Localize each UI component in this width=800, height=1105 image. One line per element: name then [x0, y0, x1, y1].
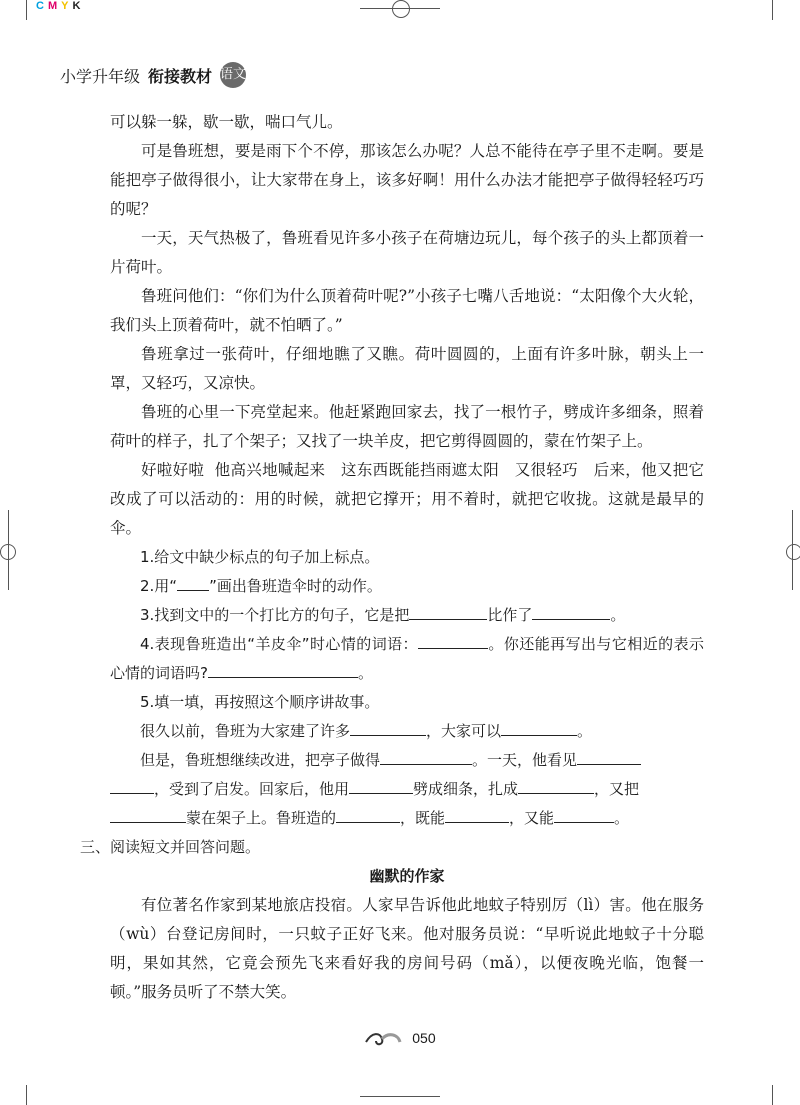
question-text: 1.给文中缺少标点的句子加上标点。 [140, 548, 380, 566]
crop-mark-bottom-right [772, 1085, 773, 1105]
question-4 [110, 630, 704, 688]
answer-blank[interactable] [349, 775, 413, 794]
article-paragraph: 有位著名作家到某地旅店投宿。人家早告诉他此地蚊子特别厉（lì）害。他在服务（wù）台登记房间时，一只蚊子正好飞来。他对服务员说：“早听说此地蚊子十分聪明，果如其然，它竟会预先飞来看好我的房间号码（mǎ），以便夜晚光临，饱餐一顿。”服务员听了不禁大笑。 [110, 896, 704, 1001]
answer-blank[interactable] [110, 775, 154, 794]
running-header [60, 62, 246, 88]
fill-text: 。 [614, 809, 630, 827]
question-text: 比作了 [487, 606, 533, 624]
question-text: 。 [357, 664, 373, 682]
question-text: 。你还能再写出与它相近的表示心情的词语吗? [110, 635, 704, 682]
cmyk-c: C [36, 0, 46, 12]
answer-blank[interactable] [409, 601, 487, 620]
page-number: 050 [412, 1030, 436, 1046]
page-content [80, 108, 704, 1007]
cmyk-m: M [47, 0, 60, 12]
fill-text: ，受到了启发。回家后，他用 [154, 780, 350, 798]
answer-blank[interactable] [501, 717, 577, 736]
story-paragraph: 鲁班问他们：“你们为什么顶着荷叶呢?”小孩子七嘴八舌地说：“太阳像个大火轮，我们头上顶着荷叶，就不怕晒了。” [110, 287, 704, 334]
answer-blank[interactable] [110, 804, 186, 823]
fill-in-line-4 [110, 804, 704, 833]
question-5 [110, 688, 704, 717]
question-text: 3.找到文中的一个打比方的句子，它是把 [140, 606, 410, 624]
question-text: ”画出鲁班造伞时的动作。 [209, 577, 382, 595]
question-text: 2.用“ [140, 577, 178, 595]
fill-text: 。一天，他看见 [472, 751, 578, 769]
cmyk-color-bar [36, 0, 84, 12]
fill-text: ，大家可以 [426, 722, 502, 740]
swirl-ornament-icon [364, 1030, 404, 1048]
fill-text: ，既能 [400, 809, 446, 827]
page-footer [0, 1030, 800, 1048]
fill-in-line-1 [110, 717, 704, 746]
question-3 [110, 601, 704, 630]
answer-blank[interactable] [177, 572, 209, 591]
question-text: 。 [610, 606, 626, 624]
registration-mark-left [0, 544, 16, 560]
answer-blank[interactable] [532, 601, 610, 620]
crop-mark-top-left [26, 0, 27, 20]
crop-mark-top-right [772, 0, 773, 20]
story-paragraph: 鲁班的心里一下亮堂起来。他赶紧跑回家去，找了一根竹子，劈成许多细条，照着荷叶的样子，扎了个架子；又找了一块羊皮，把它剪得圆圆的，蒙在竹架子上。 [110, 403, 704, 450]
question-text: 4.表现鲁班造出“羊皮伞”时心情的词语： [140, 635, 418, 653]
question-1 [110, 543, 704, 572]
story-paragraph: 鲁班拿过一张荷叶，仔细地瞧了又瞧。荷叶圆圆的，上面有许多叶脉，朝头上一罩，又轻巧，又凉快。 [110, 345, 704, 392]
cmyk-y: Y [61, 0, 71, 12]
cmyk-k: K [72, 0, 83, 12]
answer-blank[interactable] [350, 717, 426, 736]
story-paragraph: 可以躲一躲，歇一歇，喘口气儿。 [110, 113, 343, 131]
fill-in-line-3 [110, 775, 704, 804]
fill-text: 蒙在架子上。鲁班造的 [186, 809, 337, 827]
article-title: 幽默的作家 [369, 867, 445, 885]
crop-mark-bottom-left [26, 1085, 27, 1105]
fill-text: ，又把 [594, 780, 640, 798]
header-series: 小学升年级 [60, 66, 141, 86]
subject-badge: 语文 [220, 62, 246, 88]
header-book: 衔接教材 [148, 66, 213, 86]
answer-blank[interactable] [418, 630, 488, 649]
answer-blank[interactable] [380, 746, 472, 765]
question-text: 5.填一填，再按照这个顺序讲故事。 [140, 693, 380, 711]
fill-text: 。 [577, 722, 593, 740]
fill-in-line-2 [110, 746, 704, 775]
fill-text: 很久以前，鲁班为大家建了许多 [140, 722, 351, 740]
answer-blank[interactable] [577, 746, 641, 765]
fill-text: ，又能 [509, 809, 555, 827]
registration-mark-top [392, 0, 410, 18]
answer-blank[interactable] [445, 804, 509, 823]
answer-blank[interactable] [518, 775, 594, 794]
question-2 [110, 572, 704, 601]
story-paragraph: 一天，天气热极了，鲁班看见许多小孩子在荷塘边玩儿，每个孩子的头上都顶着一片荷叶。 [110, 229, 704, 276]
answer-blank[interactable] [208, 659, 358, 678]
crop-mark-bottom-center [360, 1096, 440, 1097]
registration-mark-right [786, 544, 800, 560]
answer-blank[interactable] [336, 804, 400, 823]
section-heading: 三、阅读短文并回答问题。 [80, 838, 261, 856]
fill-text: 但是，鲁班想继续改进，把亭子做得 [140, 751, 381, 769]
story-paragraph-unpunctuated: 好啦好啦 他高兴地喊起来 这东西既能挡雨遮太阳 又很轻巧 后来，他又把它改成了可以活动的：用的时候，就把它撑开；用不着时，就把它收拢。这就是最早的伞。 [110, 461, 704, 537]
fill-text: 劈成细条，扎成 [413, 780, 519, 798]
story-paragraph: 可是鲁班想，要是雨下个不停，那该怎么办呢？人总不能待在亭子里不走啊。要是能把亭子做得很小，让大家带在身上，该多好啊！用什么办法才能把亭子做得轻轻巧巧的呢？ [110, 142, 704, 218]
answer-blank[interactable] [554, 804, 614, 823]
